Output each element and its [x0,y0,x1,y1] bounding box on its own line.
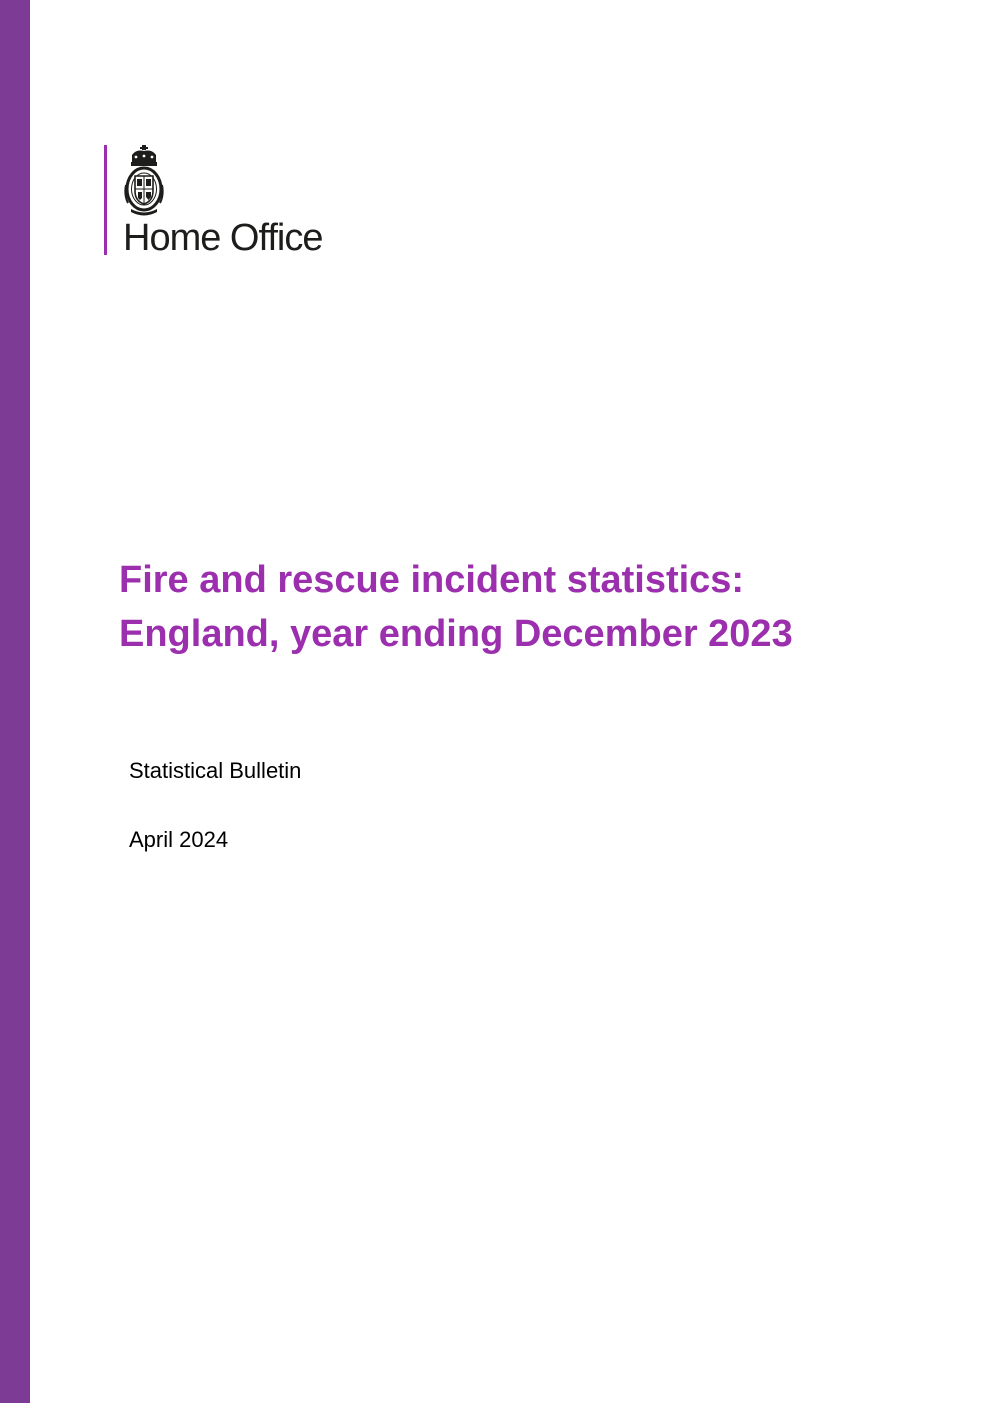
side-color-bar [0,0,30,1403]
royal-coat-of-arms-icon [123,145,165,217]
home-office-logo [104,145,374,257]
organisation-name: Home Office [123,217,323,259]
document-title-line-2: England, year ending December 2023 [119,613,793,655]
document-title-line-1: Fire and rescue incident statistics: [119,559,745,601]
document-type: Statistical Bulletin [129,758,302,783]
document-title [119,553,959,661]
publication-date: April 2024 [129,827,229,852]
logo-rule [104,145,107,255]
